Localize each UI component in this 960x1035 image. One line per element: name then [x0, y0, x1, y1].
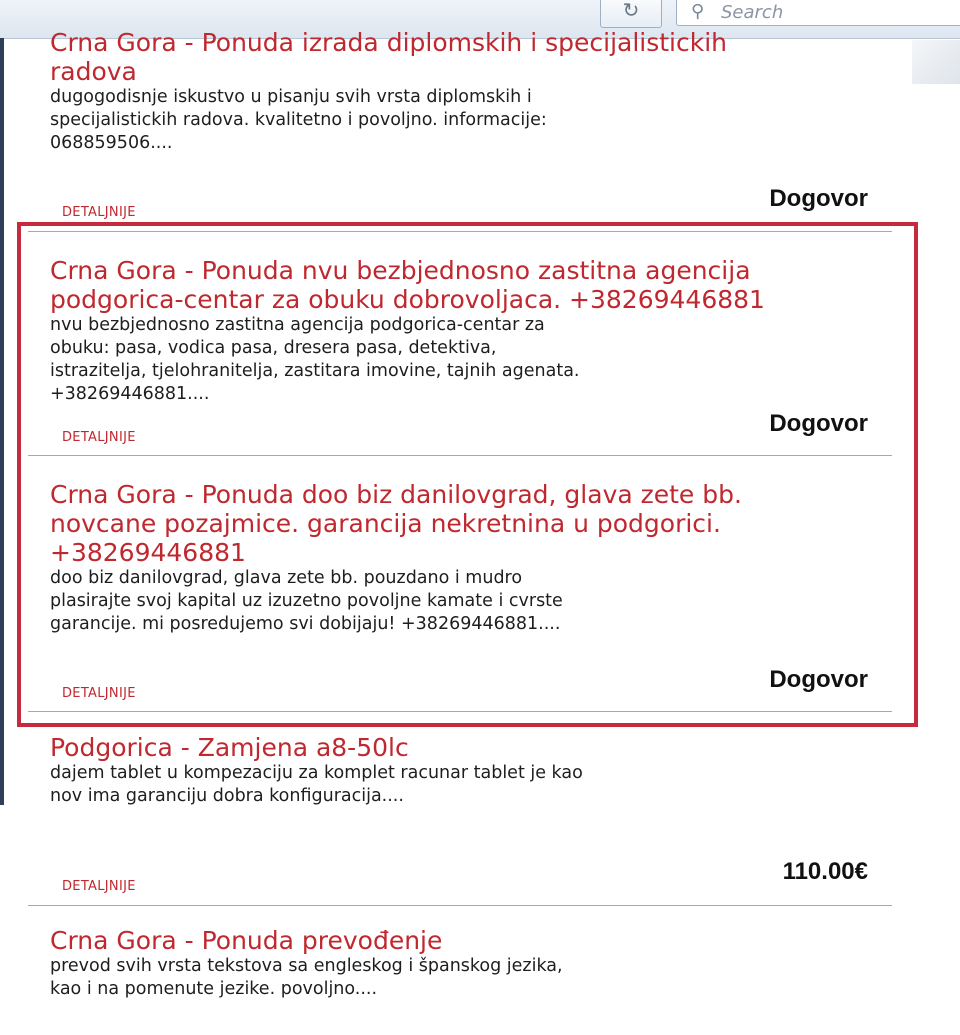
refresh-button[interactable] — [600, 0, 662, 28]
details-link[interactable]: DETALJNIJE — [62, 879, 136, 894]
details-link[interactable]: DETALJNIJE — [62, 430, 136, 445]
listing-price: 110.00€ — [782, 858, 868, 885]
search-input[interactable] — [676, 0, 960, 26]
listing-description: prevod svih vrsta tekstova sa engleskog i španskog jezika, kao i na pomenute jezike. povoljno.... — [50, 956, 563, 999]
search-icon: ⚲ — [691, 1, 705, 21]
listing-description: dajem tablet u kompezaciju za komplet racunar tablet je kao nov ima garanciju dobra konfiguracija.... — [50, 763, 583, 806]
listing-description: nvu bezbjednosno zastitna agencija podgorica-centar za obuku: pasa, vodica pasa, dresera pasa, detektiva, istrazitelja, tjelohranitelja, zastitara imovine, tajnih agenata. +38269446881.... — [50, 315, 580, 404]
listing-title[interactable]: Crna Gora - Ponuda prevođenje — [50, 926, 443, 955]
details-link[interactable]: DETALJNIJE — [62, 686, 136, 701]
listing-item — [50, 733, 750, 808]
highlight-frame — [17, 222, 918, 727]
decorative-corner — [912, 40, 960, 84]
page-left-rail — [0, 38, 4, 805]
listing-description: dugogodisnje iskustvo u pisanju svih vrsta diplomskih i specijalistickih radova. kvalitetno i povoljno. informacije: 068859506.... — [50, 87, 547, 153]
listing-item — [50, 926, 750, 1001]
listing-title[interactable]: Crna Gora - Ponuda doo biz danilovgrad, glava zete bb. novcane pozajmice. garancija nekretnina u podgorici. +38269446881 — [50, 480, 742, 567]
listing-price: Dogovor — [769, 666, 868, 693]
listing-item — [50, 28, 810, 155]
listing-description: doo biz danilovgrad, glava zete bb. pouzdano i mudro plasirajte svoj kapital uz izuzetno povoljne kamate i cvrste garancije. mi posredujemo svi dobijaju! +38269446881.... — [50, 568, 563, 634]
listing-title[interactable]: Crna Gora - Ponuda izrada diplomskih i specijalistickih radova — [50, 28, 728, 86]
listing-title[interactable]: Crna Gora - Ponuda nvu bezbjednosno zastitna agencija podgorica-centar za obuku dobrovoljaca. +38269446881 — [50, 256, 765, 314]
search-placeholder: Search — [721, 2, 784, 23]
listing-divider — [28, 905, 892, 906]
listing-title[interactable]: Podgorica - Zamjena a8-50lc — [50, 733, 409, 762]
refresh-icon: ↻ — [622, 0, 640, 22]
details-link[interactable]: DETALJNIJE — [62, 205, 136, 220]
listing-price: Dogovor — [769, 185, 868, 212]
listing-price: Dogovor — [769, 410, 868, 437]
